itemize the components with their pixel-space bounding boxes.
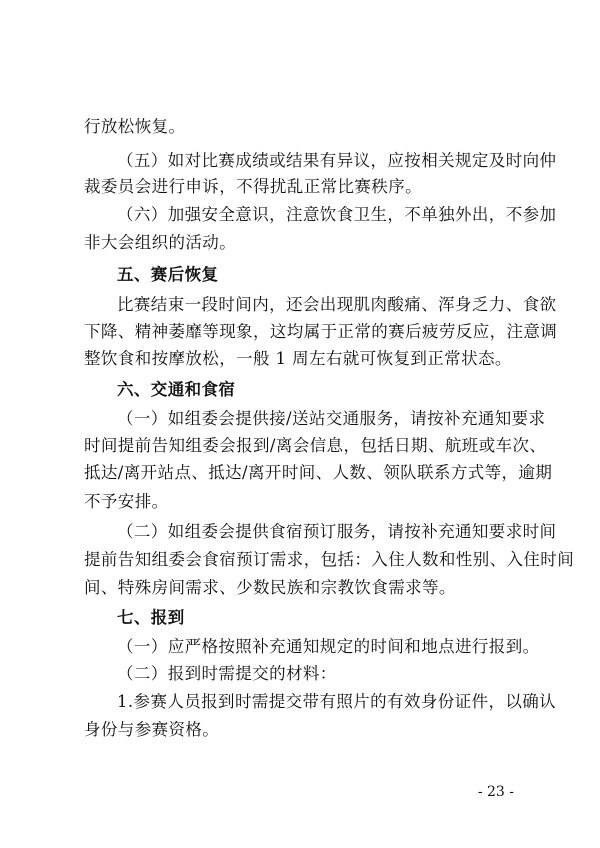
text-line: 整饮食和按摩放松，一般 1 周左右就可恢复到正常状态。 xyxy=(84,349,512,368)
text-line: 间、特殊房间需求、少数民族和宗教饮食需求等。 xyxy=(84,578,456,597)
text-line: 下降、精神萎靡等现象，这均属于正常的赛后疲劳反应，注意调 xyxy=(84,322,558,341)
text-line: （五）如对比赛成绩或结果有异议，应按相关规定及时向仲 xyxy=(117,151,557,170)
text-line: 时间提前告知组委会报到/离会信息，包括日期、航班或车次、 xyxy=(84,436,547,455)
text-line: 裁委员会进行申诉，不得扰乱正常比赛秩序。 xyxy=(84,177,422,196)
text-line: 1.参赛人员报到时需提交带有照片的有效身份证件，以确认 xyxy=(117,692,557,711)
section-heading: 六、交通和食宿 xyxy=(117,380,236,399)
text-line: 行放松恢复。 xyxy=(84,117,186,136)
text-line: 不予安排。 xyxy=(84,492,169,511)
text-line: （二）如组委会提供食宿预订服务，请按补充通知要求时间 xyxy=(117,522,557,541)
section-heading: 五、赛后恢复 xyxy=(117,265,219,284)
section-heading: 七、报到 xyxy=(117,608,185,627)
text-line: （一）如组委会提供接/送站交通服务，请按补充通知要求 xyxy=(117,409,546,428)
text-line: 抵达/离开站点、抵达/离开时间、人数、领队联系方式等，逾期 xyxy=(84,463,553,482)
text-line: （六）加强安全意识，注意饮食卫生，不单独外出，不参加 xyxy=(117,205,557,224)
text-line: 身份与参赛资格。 xyxy=(84,720,220,739)
page-number: - 23 - xyxy=(477,784,514,800)
text-line: （一）应严格按照补充通知规定的时间和地点进行报到。 xyxy=(117,637,540,656)
text-line: 提前告知组委会食宿预订需求，包括：入住人数和性别、入住时间 xyxy=(84,550,575,569)
text-line: （二）报到时需提交的材料： xyxy=(117,664,337,683)
text-line: 比赛结束一段时间内，还会出现肌肉酸痛、浑身乏力、食欲 xyxy=(117,295,557,314)
text-line: 非大会组织的活动。 xyxy=(84,233,237,252)
